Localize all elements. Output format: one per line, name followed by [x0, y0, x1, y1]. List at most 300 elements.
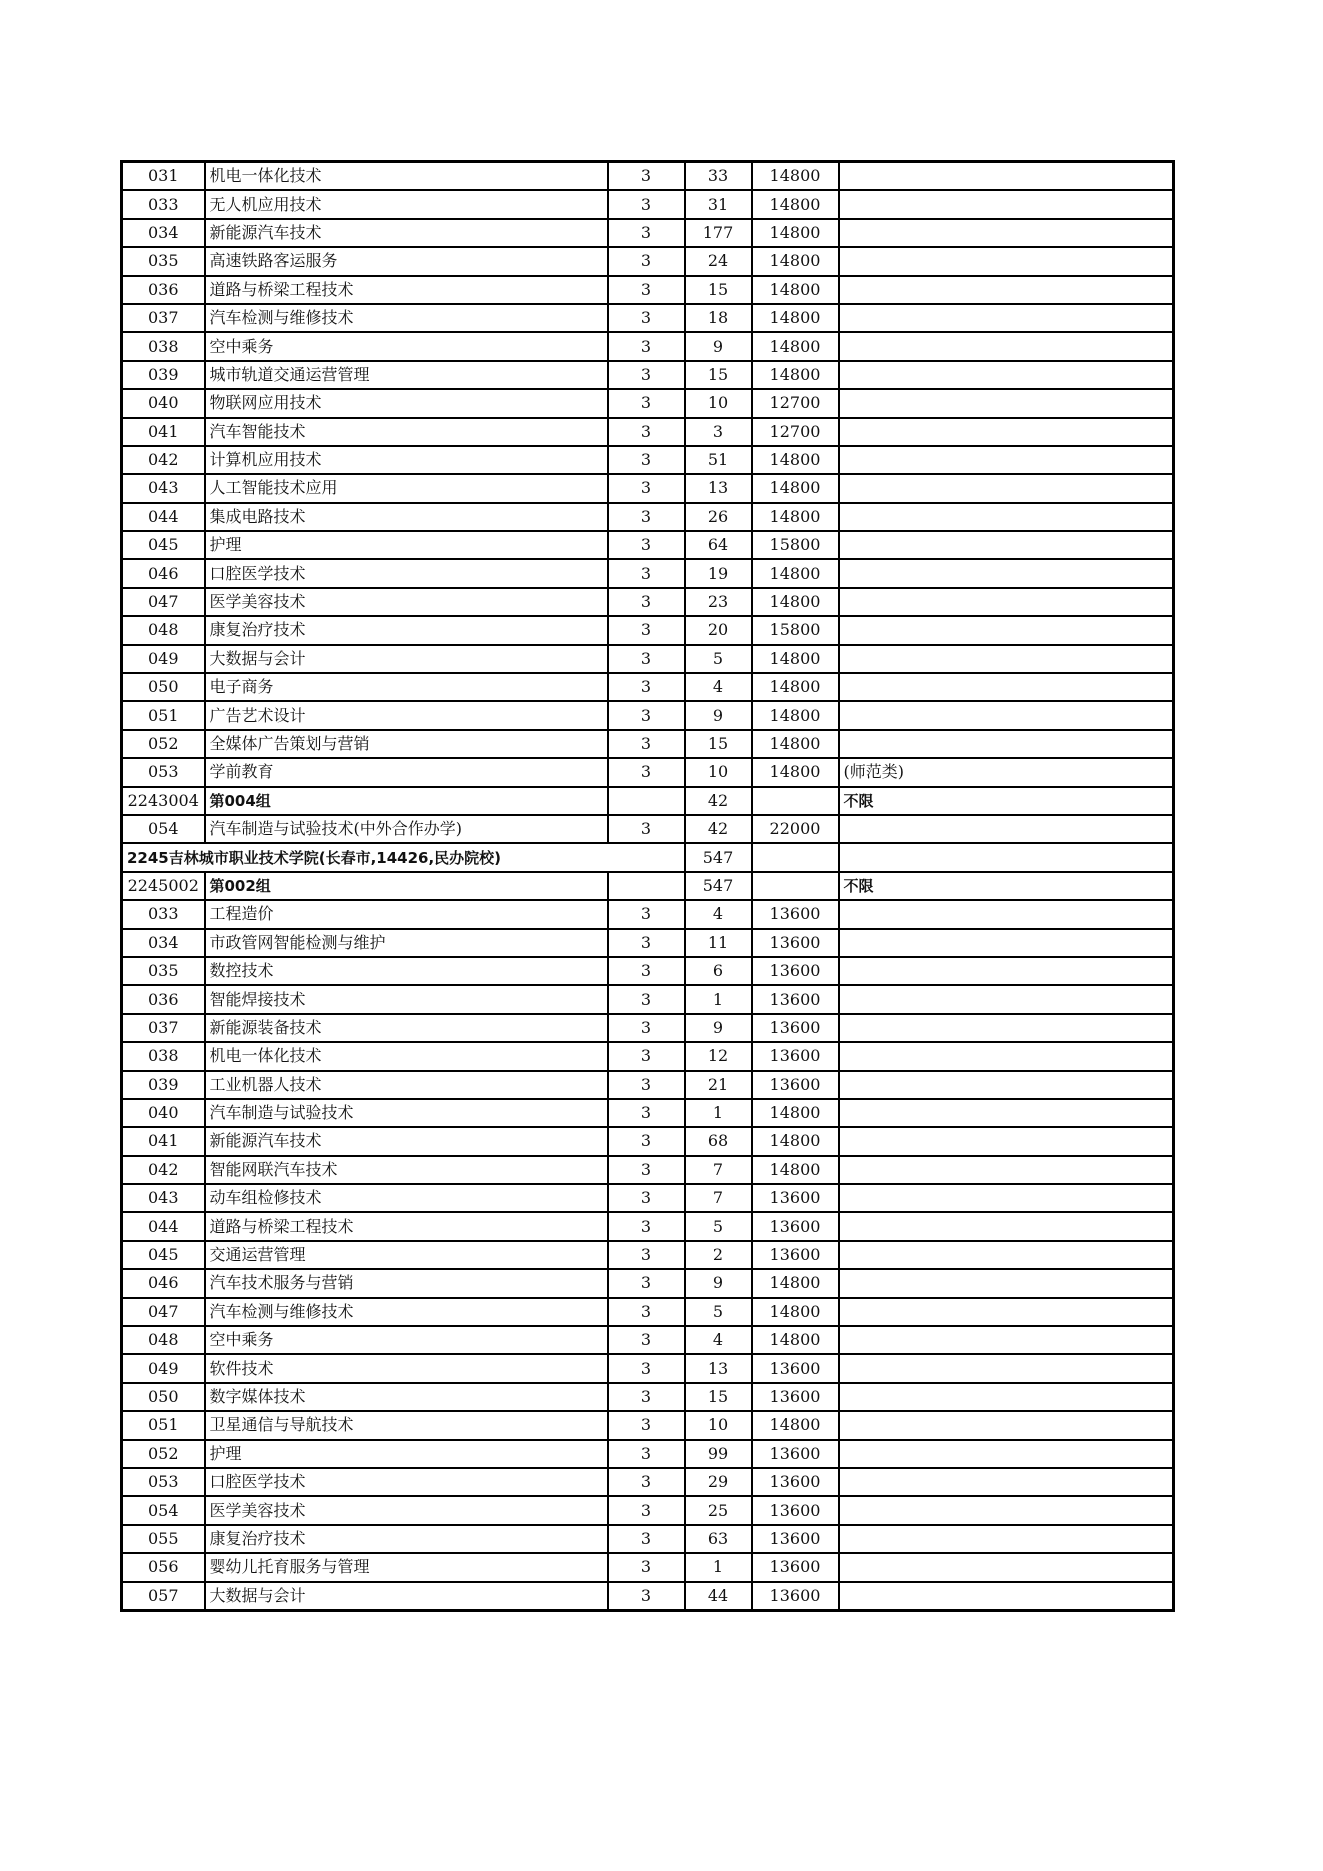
- group-row: [122, 872, 1174, 900]
- table-row: [122, 1326, 1174, 1354]
- table-row: [122, 1014, 1174, 1042]
- major-name-cell: 电子商务: [205, 673, 608, 701]
- code-cell: 053: [122, 1468, 205, 1496]
- note-cell: [839, 1156, 1174, 1184]
- fee-cell: 13600: [752, 1212, 839, 1240]
- years-cell: 3: [608, 1014, 685, 1042]
- fee-cell: 13600: [752, 1354, 839, 1382]
- years-cell: 3: [608, 758, 685, 786]
- table-row: [122, 730, 1174, 758]
- code-cell: 045: [122, 1241, 205, 1269]
- plan-count-cell: 9: [685, 701, 752, 729]
- plan-count-cell: 63: [685, 1525, 752, 1553]
- code-cell: 033: [122, 900, 205, 928]
- table-row: [122, 1525, 1174, 1553]
- note-cell: [839, 588, 1174, 616]
- years-cell: 3: [608, 446, 685, 474]
- fee-cell: 13600: [752, 1468, 839, 1496]
- code-cell: 051: [122, 701, 205, 729]
- years-cell: 3: [608, 1440, 685, 1468]
- fee-cell: 14800: [752, 162, 839, 191]
- plan-count-cell: 13: [685, 474, 752, 502]
- plan-count-cell: 10: [685, 1411, 752, 1439]
- code-cell: 050: [122, 1383, 205, 1411]
- years-cell: 3: [608, 276, 685, 304]
- plan-count-cell: 10: [685, 758, 752, 786]
- fee-cell: 14800: [752, 1156, 839, 1184]
- fee-cell: 14800: [752, 474, 839, 502]
- plan-count-cell: 547: [685, 872, 752, 900]
- code-cell: 040: [122, 389, 205, 417]
- major-name-cell: 智能焊接技术: [205, 985, 608, 1013]
- table-row: [122, 1440, 1174, 1468]
- major-name-cell: 口腔医学技术: [205, 1468, 608, 1496]
- plan-count-cell: 51: [685, 446, 752, 474]
- table-row: [122, 389, 1174, 417]
- plan-count-cell: 24: [685, 247, 752, 275]
- note-cell: 不限: [839, 787, 1174, 815]
- fee-cell: 13600: [752, 985, 839, 1013]
- plan-count-cell: 15: [685, 276, 752, 304]
- major-name-cell: 城市轨道交通运营管理: [205, 361, 608, 389]
- note-cell: [839, 645, 1174, 673]
- fee-cell: 14800: [752, 758, 839, 786]
- code-cell: 035: [122, 247, 205, 275]
- fee-cell: 13600: [752, 957, 839, 985]
- code-cell: 054: [122, 1496, 205, 1524]
- fee-cell: 14800: [752, 1269, 839, 1297]
- note-cell: [839, 446, 1174, 474]
- fee-cell: 14800: [752, 219, 839, 247]
- major-name-cell: 新能源汽车技术: [205, 1127, 608, 1155]
- years-cell: 3: [608, 1071, 685, 1099]
- note-cell: [839, 843, 1174, 871]
- plan-count-cell: 20: [685, 616, 752, 644]
- plan-count-cell: 18: [685, 304, 752, 332]
- note-cell: [839, 900, 1174, 928]
- code-cell: 049: [122, 1354, 205, 1382]
- code-cell: 045: [122, 531, 205, 559]
- code-cell: 034: [122, 219, 205, 247]
- plan-count-cell: 547: [685, 843, 752, 871]
- note-cell: [839, 1184, 1174, 1212]
- plan-count-cell: 1: [685, 1553, 752, 1581]
- plan-count-cell: 19: [685, 559, 752, 587]
- note-cell: [839, 1241, 1174, 1269]
- major-name-cell: 无人机应用技术: [205, 190, 608, 218]
- code-cell: 052: [122, 730, 205, 758]
- major-name-cell: 口腔医学技术: [205, 559, 608, 587]
- plan-count-cell: 9: [685, 1014, 752, 1042]
- fee-cell: 12700: [752, 389, 839, 417]
- fee-cell: 14800: [752, 730, 839, 758]
- major-name-cell: 护理: [205, 531, 608, 559]
- group-row: [122, 787, 1174, 815]
- years-cell: 3: [608, 1212, 685, 1240]
- table-row: [122, 162, 1174, 191]
- major-name-cell: 数字媒体技术: [205, 1383, 608, 1411]
- plan-count-cell: 15: [685, 1383, 752, 1411]
- years-cell: 3: [608, 616, 685, 644]
- fee-cell: 15800: [752, 531, 839, 559]
- plan-count-cell: 99: [685, 1440, 752, 1468]
- code-cell: 047: [122, 1298, 205, 1326]
- plan-count-cell: 15: [685, 361, 752, 389]
- code-cell: 037: [122, 304, 205, 332]
- major-name-cell: 医学美容技术: [205, 588, 608, 616]
- years-cell: 3: [608, 730, 685, 758]
- major-name-cell: 道路与桥梁工程技术: [205, 1212, 608, 1240]
- major-name-cell: 护理: [205, 1440, 608, 1468]
- years-cell: 3: [608, 985, 685, 1013]
- plan-count-cell: 7: [685, 1184, 752, 1212]
- fee-cell: 14800: [752, 1127, 839, 1155]
- plan-count-cell: 4: [685, 1326, 752, 1354]
- fee-cell: 14800: [752, 1411, 839, 1439]
- note-cell: [839, 929, 1174, 957]
- years-cell: 3: [608, 1496, 685, 1524]
- years-cell: 3: [608, 1411, 685, 1439]
- plan-count-cell: 33: [685, 162, 752, 191]
- major-name-cell: 高速铁路客运服务: [205, 247, 608, 275]
- code-cell: 048: [122, 1326, 205, 1354]
- note-cell: [839, 1071, 1174, 1099]
- major-name-cell: 汽车检测与维修技术: [205, 1298, 608, 1326]
- fee-cell: 13600: [752, 929, 839, 957]
- years-cell: 3: [608, 332, 685, 360]
- table-row: [122, 588, 1174, 616]
- major-name-cell: 汽车制造与试验技术(中外合作办学): [205, 815, 608, 843]
- plan-count-cell: 5: [685, 1298, 752, 1326]
- major-name-cell: 汽车技术服务与营销: [205, 1269, 608, 1297]
- years-cell: 3: [608, 1553, 685, 1581]
- table-row: [122, 361, 1174, 389]
- note-cell: [839, 418, 1174, 446]
- note-cell: [839, 815, 1174, 843]
- code-cell: 046: [122, 559, 205, 587]
- years-cell: 3: [608, 474, 685, 502]
- fee-cell: 14800: [752, 673, 839, 701]
- note-cell: [839, 1269, 1174, 1297]
- years-cell: 3: [608, 1241, 685, 1269]
- major-name-cell: 新能源装备技术: [205, 1014, 608, 1042]
- note-cell: [839, 361, 1174, 389]
- fee-cell: 14800: [752, 1326, 839, 1354]
- note-cell: [839, 1014, 1174, 1042]
- table-row: [122, 1411, 1174, 1439]
- note-cell: [839, 1496, 1174, 1524]
- table-row: [122, 701, 1174, 729]
- school-row: [122, 843, 1174, 871]
- table-row: [122, 1071, 1174, 1099]
- table-row: [122, 276, 1174, 304]
- years-cell: 3: [608, 304, 685, 332]
- note-cell: [839, 1525, 1174, 1553]
- fee-cell: 13600: [752, 1525, 839, 1553]
- table-row: [122, 1383, 1174, 1411]
- major-name-cell: 市政管网智能检测与维护: [205, 929, 608, 957]
- code-cell: 038: [122, 332, 205, 360]
- fee-cell: 13600: [752, 1440, 839, 1468]
- code-cell: 044: [122, 1212, 205, 1240]
- years-cell: 3: [608, 559, 685, 587]
- major-name-cell: 机电一体化技术: [205, 1042, 608, 1070]
- plan-count-cell: 15: [685, 730, 752, 758]
- code-cell: 2245002: [122, 872, 205, 900]
- years-cell: 3: [608, 162, 685, 191]
- major-name-cell: 婴幼儿托育服务与管理: [205, 1553, 608, 1581]
- major-name-cell: 医学美容技术: [205, 1496, 608, 1524]
- fee-cell: 13600: [752, 1383, 839, 1411]
- note-cell: [839, 701, 1174, 729]
- note-cell: [839, 503, 1174, 531]
- major-name-cell: 汽车制造与试验技术: [205, 1099, 608, 1127]
- fee-cell: 14800: [752, 446, 839, 474]
- table-row: [122, 1127, 1174, 1155]
- fee-cell: 13600: [752, 900, 839, 928]
- note-cell: [839, 1411, 1174, 1439]
- table-row: [122, 304, 1174, 332]
- note-cell: [839, 162, 1174, 191]
- plan-count-cell: 31: [685, 190, 752, 218]
- fee-cell: 13600: [752, 1582, 839, 1611]
- years-cell: 3: [608, 190, 685, 218]
- table-row: [122, 559, 1174, 587]
- note-cell: (师范类): [839, 758, 1174, 786]
- table-row: [122, 758, 1174, 786]
- table-row: [122, 1354, 1174, 1382]
- major-name-cell: 道路与桥梁工程技术: [205, 276, 608, 304]
- major-name-cell: 动车组检修技术: [205, 1184, 608, 1212]
- fee-cell: 14800: [752, 588, 839, 616]
- plan-count-cell: 11: [685, 929, 752, 957]
- table-row: [122, 1042, 1174, 1070]
- years-cell: 3: [608, 929, 685, 957]
- plan-count-cell: 4: [685, 673, 752, 701]
- major-name-cell: 第004组: [205, 787, 608, 815]
- fee-cell: 13600: [752, 1042, 839, 1070]
- note-cell: [839, 1212, 1174, 1240]
- years-cell: 3: [608, 900, 685, 928]
- note-cell: [839, 474, 1174, 502]
- table-row: [122, 929, 1174, 957]
- years-cell: 3: [608, 1269, 685, 1297]
- major-name-cell: 工业机器人技术: [205, 1071, 608, 1099]
- code-cell: 039: [122, 361, 205, 389]
- major-name-cell: 交通运营管理: [205, 1241, 608, 1269]
- code-cell: 040: [122, 1099, 205, 1127]
- code-cell: 043: [122, 1184, 205, 1212]
- note-cell: [839, 616, 1174, 644]
- fee-cell: 14800: [752, 503, 839, 531]
- table-row: [122, 900, 1174, 928]
- years-cell: 3: [608, 1042, 685, 1070]
- fee-cell: 14800: [752, 1298, 839, 1326]
- years-cell: 3: [608, 1383, 685, 1411]
- table-row: [122, 332, 1174, 360]
- years-cell: 3: [608, 957, 685, 985]
- years-cell: 3: [608, 588, 685, 616]
- plan-count-cell: 21: [685, 1071, 752, 1099]
- note-cell: [839, 219, 1174, 247]
- years-cell: [608, 872, 685, 900]
- plan-count-cell: 5: [685, 1212, 752, 1240]
- note-cell: [839, 1582, 1174, 1611]
- fee-cell: 14800: [752, 276, 839, 304]
- fee-cell: 14800: [752, 645, 839, 673]
- note-cell: [839, 332, 1174, 360]
- code-cell: 055: [122, 1525, 205, 1553]
- code-cell: 2243004: [122, 787, 205, 815]
- table-row: [122, 190, 1174, 218]
- note-cell: [839, 1468, 1174, 1496]
- fee-cell: [752, 843, 839, 871]
- enrollment-table: [120, 160, 1175, 1612]
- fee-cell: 14800: [752, 190, 839, 218]
- plan-count-cell: 1: [685, 1099, 752, 1127]
- years-cell: 3: [608, 673, 685, 701]
- plan-count-cell: 29: [685, 1468, 752, 1496]
- years-cell: 3: [608, 815, 685, 843]
- fee-cell: 14800: [752, 701, 839, 729]
- major-name-cell: 新能源汽车技术: [205, 219, 608, 247]
- plan-count-cell: 7: [685, 1156, 752, 1184]
- note-cell: [839, 1553, 1174, 1581]
- note-cell: [839, 559, 1174, 587]
- table-row: [122, 503, 1174, 531]
- major-name-cell: 汽车检测与维修技术: [205, 304, 608, 332]
- plan-count-cell: 68: [685, 1127, 752, 1155]
- plan-count-cell: 44: [685, 1582, 752, 1611]
- note-cell: [839, 673, 1174, 701]
- note-cell: [839, 1042, 1174, 1070]
- fee-cell: 13600: [752, 1071, 839, 1099]
- fee-cell: 22000: [752, 815, 839, 843]
- fee-cell: 14800: [752, 559, 839, 587]
- plan-count-cell: 42: [685, 815, 752, 843]
- plan-count-cell: 3: [685, 418, 752, 446]
- table-row: [122, 1269, 1174, 1297]
- table-row: [122, 616, 1174, 644]
- table-row: [122, 1553, 1174, 1581]
- table-body: [122, 162, 1174, 1611]
- major-name-cell: 物联网应用技术: [205, 389, 608, 417]
- note-cell: [839, 1099, 1174, 1127]
- plan-count-cell: 64: [685, 531, 752, 559]
- years-cell: 3: [608, 1525, 685, 1553]
- note-cell: [839, 985, 1174, 1013]
- years-cell: 3: [608, 361, 685, 389]
- major-name-cell: 康复治疗技术: [205, 616, 608, 644]
- code-cell: 034: [122, 929, 205, 957]
- table-row: [122, 645, 1174, 673]
- years-cell: 3: [608, 1298, 685, 1326]
- fee-cell: 15800: [752, 616, 839, 644]
- major-name-cell: 机电一体化技术: [205, 162, 608, 191]
- major-name-cell: 学前教育: [205, 758, 608, 786]
- code-cell: 050: [122, 673, 205, 701]
- years-cell: 3: [608, 247, 685, 275]
- table-row: [122, 985, 1174, 1013]
- plan-count-cell: 12: [685, 1042, 752, 1070]
- code-cell: 044: [122, 503, 205, 531]
- table-row: [122, 1496, 1174, 1524]
- table-row: [122, 219, 1174, 247]
- code-cell: 047: [122, 588, 205, 616]
- years-cell: 3: [608, 503, 685, 531]
- code-cell: 039: [122, 1071, 205, 1099]
- years-cell: 3: [608, 701, 685, 729]
- major-name-cell: 全媒体广告策划与营销: [205, 730, 608, 758]
- table-row: [122, 1468, 1174, 1496]
- years-cell: 3: [608, 1099, 685, 1127]
- major-name-cell: 第002组: [205, 872, 608, 900]
- table-row: [122, 815, 1174, 843]
- plan-count-cell: 2: [685, 1241, 752, 1269]
- plan-count-cell: 23: [685, 588, 752, 616]
- note-cell: [839, 304, 1174, 332]
- note-cell: 不限: [839, 872, 1174, 900]
- plan-count-cell: 9: [685, 1269, 752, 1297]
- plan-count-cell: 10: [685, 389, 752, 417]
- note-cell: [839, 957, 1174, 985]
- note-cell: [839, 389, 1174, 417]
- major-name-cell: 数控技术: [205, 957, 608, 985]
- years-cell: 3: [608, 1582, 685, 1611]
- note-cell: [839, 1127, 1174, 1155]
- table-row: [122, 673, 1174, 701]
- plan-count-cell: 26: [685, 503, 752, 531]
- major-name-cell: 卫星通信与导航技术: [205, 1411, 608, 1439]
- note-cell: [839, 1326, 1174, 1354]
- code-cell: 046: [122, 1269, 205, 1297]
- years-cell: 3: [608, 418, 685, 446]
- code-cell: 042: [122, 1156, 205, 1184]
- major-name-cell: 广告艺术设计: [205, 701, 608, 729]
- code-cell: 037: [122, 1014, 205, 1042]
- table-row: [122, 1184, 1174, 1212]
- code-cell: 041: [122, 418, 205, 446]
- plan-count-cell: 177: [685, 219, 752, 247]
- school-name-cell: 2245吉林城市职业技术学院(长春市,14426,民办院校): [122, 843, 685, 871]
- code-cell: 038: [122, 1042, 205, 1070]
- table-row: [122, 1212, 1174, 1240]
- table-row: [122, 418, 1174, 446]
- note-cell: [839, 1354, 1174, 1382]
- note-cell: [839, 190, 1174, 218]
- years-cell: 3: [608, 531, 685, 559]
- note-cell: [839, 1383, 1174, 1411]
- plan-count-cell: 4: [685, 900, 752, 928]
- years-cell: 3: [608, 1156, 685, 1184]
- plan-count-cell: 13: [685, 1354, 752, 1382]
- major-name-cell: 大数据与会计: [205, 1582, 608, 1611]
- table-row: [122, 1241, 1174, 1269]
- code-cell: 051: [122, 1411, 205, 1439]
- fee-cell: 13600: [752, 1553, 839, 1581]
- major-name-cell: 人工智能技术应用: [205, 474, 608, 502]
- table-row: [122, 1582, 1174, 1611]
- major-name-cell: 计算机应用技术: [205, 446, 608, 474]
- code-cell: 056: [122, 1553, 205, 1581]
- major-name-cell: 空中乘务: [205, 1326, 608, 1354]
- code-cell: 048: [122, 616, 205, 644]
- table-row: [122, 531, 1174, 559]
- code-cell: 036: [122, 985, 205, 1013]
- code-cell: 054: [122, 815, 205, 843]
- years-cell: 3: [608, 1184, 685, 1212]
- fee-cell: 14800: [752, 332, 839, 360]
